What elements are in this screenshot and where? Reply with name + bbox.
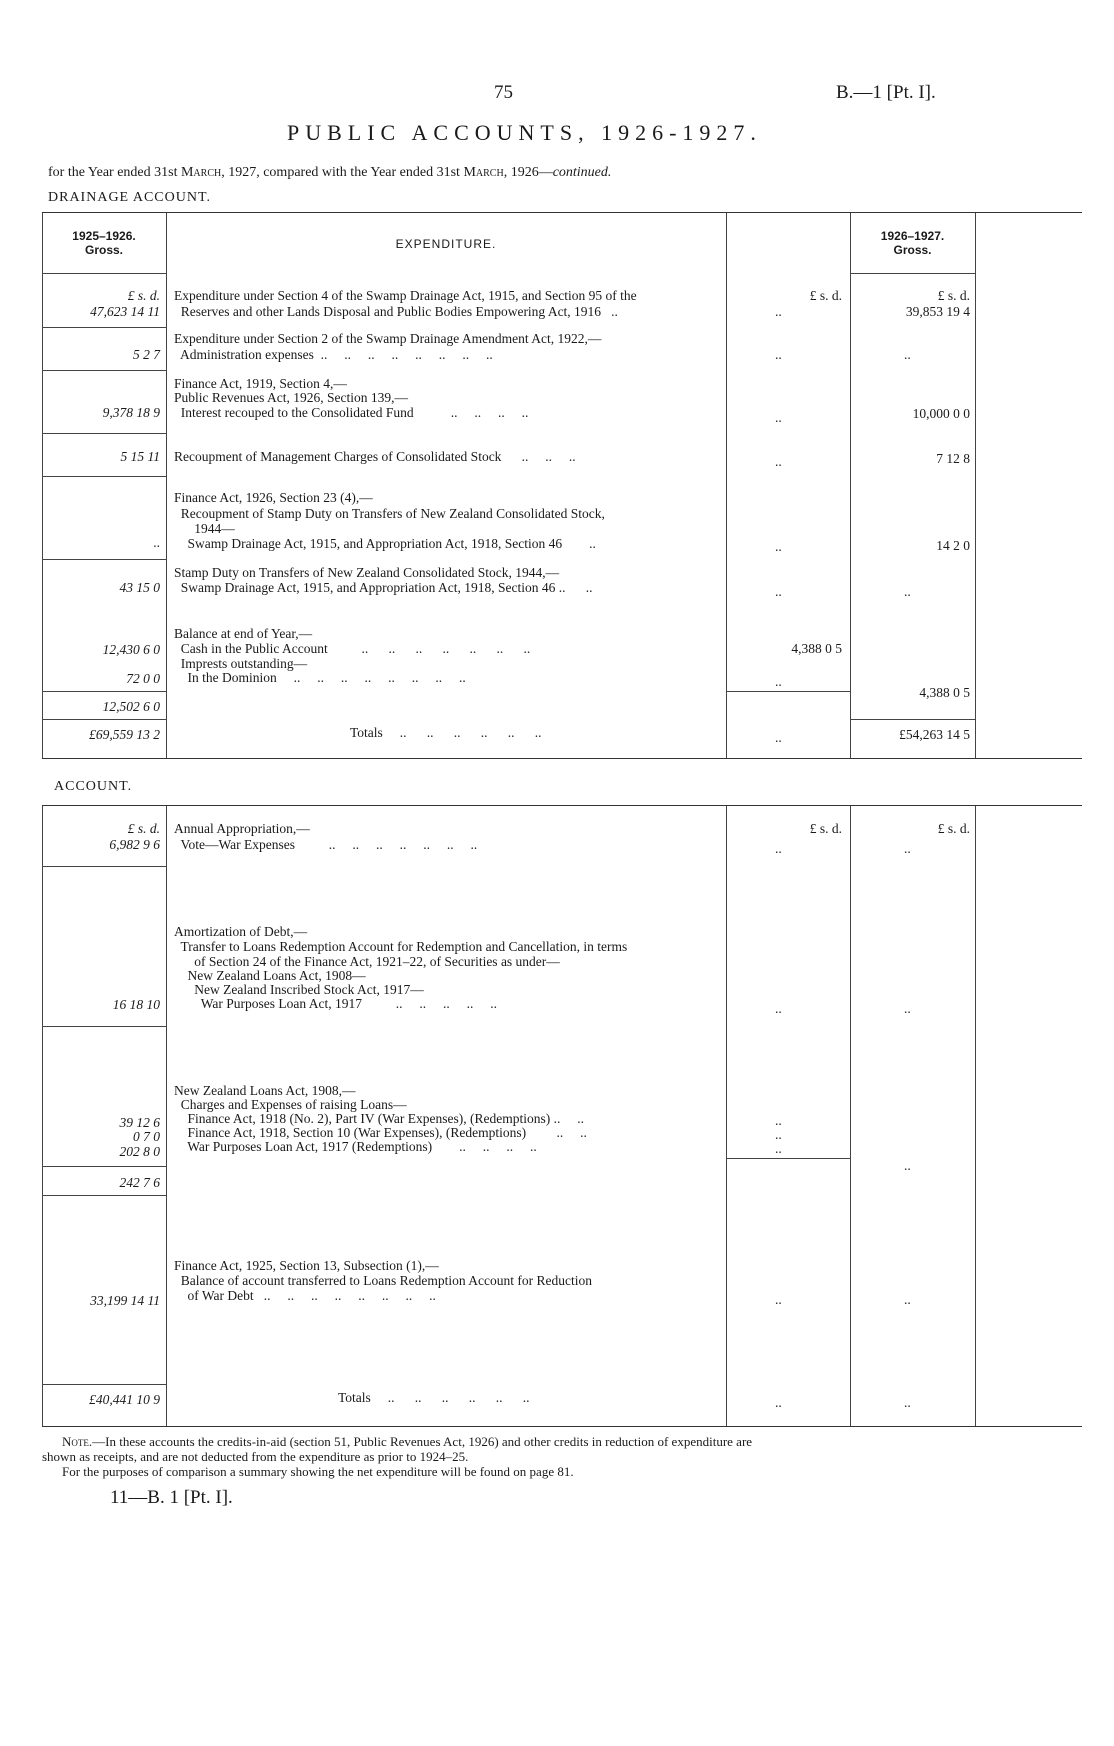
r4-right-value: 7 12 8 [936,451,970,466]
r7-mid-imprest: .. [775,674,782,689]
r3-text-1: Finance Act, 1919, Section 4,— [174,376,347,391]
r7-text-3: Imprests outstanding— [174,656,308,671]
col-header-expenditure: EXPENDITURE. [395,237,497,251]
r3-right-value: 10,000 0 0 [912,406,970,421]
r5-text-2: Recoupment of Stamp Duty on Transfers of New Zealand Consolidated Stock, [174,506,605,521]
r6-right-value: .. [904,584,911,599]
r1-text-2: Reserves and other Lands Disposal and Public Bodies Empowering Act, 1916 .. [174,304,618,319]
page-footer: 11—B. 1 [Pt. I]. [110,1487,233,1508]
t2-r3-left-1: 39 12 6 [119,1115,160,1130]
r2-left-value: 5 2 7 [133,347,160,362]
t2-r2-left: 16 18 10 [112,997,160,1012]
t2-r3-text-5: War Purposes Loan Act, 1917 (Redemptions) .. .. .. .. [174,1139,537,1154]
section-heading-drainage: DRAINAGE ACCOUNT. [48,190,211,205]
t2-r4-text-1: Finance Act, 1925, Section 13, Subsection (1),— [174,1258,439,1273]
r2-text-1: Expenditure under Section 2 of the Swamp Drainage Amendment Act, 1922,— [174,331,602,346]
page-subtitle: for the Year ended 31st March, 1927, compared with the Year ended 31st March, 1926—continued. [48,165,612,180]
r7-left-cash: 12,430 6 0 [102,642,160,657]
t2-r3-left-2: 0 7 0 [133,1129,160,1144]
r4-text-1: Recoupment of Management Charges of Consolidated Stock .. .. .. [174,449,576,464]
r7-text-4: In the Dominion .. .. .. .. .. .. .. .. [174,670,466,685]
totals-left: £69,559 13 2 [89,727,160,742]
t2-r2-text-5: New Zealand Inscribed Stock Act, 1917— [174,982,424,997]
r6-text-1: Stamp Duty on Transfers of New Zealand Consolidated Stock, 1944,— [174,565,560,580]
t2-r1-left: 6,982 9 6 [109,837,160,852]
t2-r3-mid-1: .. [775,1113,782,1128]
units-mid: £ s. d. [809,288,842,303]
t2-r1-text-1: Annual Appropriation,— [174,821,310,836]
t2-r3-right: .. [904,1158,911,1173]
r1-text-1: Expenditure under Section 4 of the Swamp Drainage Act, 1915, and Section 95 of the [174,288,637,303]
t2-r3-left-total: 242 7 6 [119,1175,160,1190]
t2-r3-text-4: Finance Act, 1918, Section 10 (War Expenses), (Redemptions) .. .. [174,1125,587,1140]
r4-mid-value: .. [775,454,782,469]
balance-total-left: 12,502 6 0 [102,699,160,714]
page-number: 75 [494,82,513,103]
t2-r2-text-3: of Section 24 of the Finance Act, 1921–22, of Securities as under— [174,954,560,969]
t2-r3-text-2: Charges and Expenses of raising Loans— [174,1097,407,1112]
units-right: £ s. d. [937,288,970,303]
t2-r3-mid-2: .. [775,1127,782,1142]
r3-left-value: 9,378 18 9 [102,405,160,420]
t2-r1-right: .. [904,841,911,856]
r3-text-2: Public Revenues Act, 1926, Section 139,— [174,390,408,405]
t2-r2-text-2: Transfer to Loans Redemption Account for Redemption and Cancellation, in terms [174,939,628,954]
r1-right-value: 39,853 19 4 [905,304,970,319]
units-left: £ s. d. [127,288,160,303]
t2-r2-text-6: War Purposes Loan Act, 1917 .. .. .. .. .. [174,996,498,1011]
t2-r1-mid: .. [775,841,782,856]
t2-r1-text-2: Vote—War Expenses .. .. .. .. .. .. .. [174,837,478,852]
r5-text-1: Finance Act, 1926, Section 23 (4),— [174,490,373,505]
t2-r3-left-3: 202 8 0 [119,1144,160,1159]
r5-left-value: .. [153,535,160,550]
t2-units-right: £ s. d. [937,821,970,836]
r2-text-2: Administration expenses .. .. .. .. .. .. .. .. [174,347,493,362]
r4-left-value: 5 15 11 [120,449,160,464]
war-account-table [42,805,1082,1427]
drainage-account-table [42,212,1082,759]
r5-mid-value: .. [775,539,782,554]
t2-r4-text-3: of War Debt .. .. .. .. .. .. .. .. [174,1288,436,1303]
r5-text-3: 1944— [174,521,235,536]
r6-left-value: 43 15 0 [119,580,160,595]
t2-totals-label: Totals .. .. .. .. .. .. [338,1390,530,1405]
t2-r3-text-3: Finance Act, 1918 (No. 2), Part IV (War Expenses), (Redemptions) .. .. [174,1111,584,1126]
t2-r4-right: .. [904,1292,911,1307]
r1-mid-value: .. [775,304,782,319]
r7-left-imprest: 72 0 0 [126,671,160,686]
r3-mid-value: .. [775,410,782,425]
t2-totals-left: £40,441 10 9 [89,1392,160,1407]
r3-text-3: Interest recouped to the Consolidated Fund .. .. .. .. [174,405,529,420]
r6-mid-value: .. [775,584,782,599]
col-header-1925: 1925–1926. Gross. [72,229,136,257]
t2-r2-mid: .. [775,1001,782,1016]
r5-text-4: Swamp Drainage Act, 1915, and Appropriation Act, 1918, Section 46 .. [174,536,596,551]
col-header-1926: 1926–1927. Gross. [880,229,945,257]
section-heading-account: ACCOUNT. [54,779,133,794]
totals-mid: .. [775,730,782,745]
t2-r4-text-2: Balance of account transferred to Loans Redemption Account for Reduction [174,1273,592,1288]
page-title: PUBLIC ACCOUNTS, 1926-1927. [287,120,762,145]
t2-r2-text-1: Amortization of Debt,— [174,924,308,939]
t2-r3-mid-3: .. [775,1141,782,1156]
r7-text-2: Cash in the Public Account .. .. .. .. .. .. .. [174,641,531,656]
r6-text-2: Swamp Drainage Act, 1915, and Appropriation Act, 1918, Section 46 .. .. [174,580,593,595]
t2-units-mid: £ s. d. [809,821,842,836]
footnote-line-1: Note.—In these accounts the credits-in-aid (section 51, Public Revenues Act, 1926) and other credits in reduction of expenditure are [62,1434,753,1449]
r2-mid-value: .. [775,347,782,362]
t2-units-left: £ s. d. [127,821,160,836]
t2-r2-right: .. [904,1001,911,1016]
t2-r3-text-1: New Zealand Loans Act, 1908,— [174,1083,356,1098]
balance-total-right: 4,388 0 5 [919,685,970,700]
footnote-line-2: shown as receipts, and are not deducted from the expenditure as prior to 1924–25. [42,1449,469,1464]
r2-right-value: .. [904,347,911,362]
document-reference: B.—1 [Pt. I]. [836,82,936,103]
t2-r4-mid: .. [775,1292,782,1307]
r5-right-value: 14 2 0 [936,538,970,553]
totals-right: £54,263 14 5 [899,727,970,742]
t2-totals-right: .. [904,1395,911,1410]
totals-label: Totals .. .. .. .. .. .. [350,725,542,740]
r7-mid-cash: 4,388 0 5 [791,641,842,656]
r7-text-1: Balance at end of Year,— [174,626,313,641]
footnote-line-3: For the purposes of comparison a summary showing the net expenditure will be found on page 81. [62,1464,574,1479]
t2-r2-text-4: New Zealand Loans Act, 1908— [174,968,366,983]
t2-totals-mid: .. [775,1395,782,1410]
r1-left-value: 47,623 14 11 [90,304,160,319]
t2-r4-left: 33,199 14 11 [90,1293,160,1308]
